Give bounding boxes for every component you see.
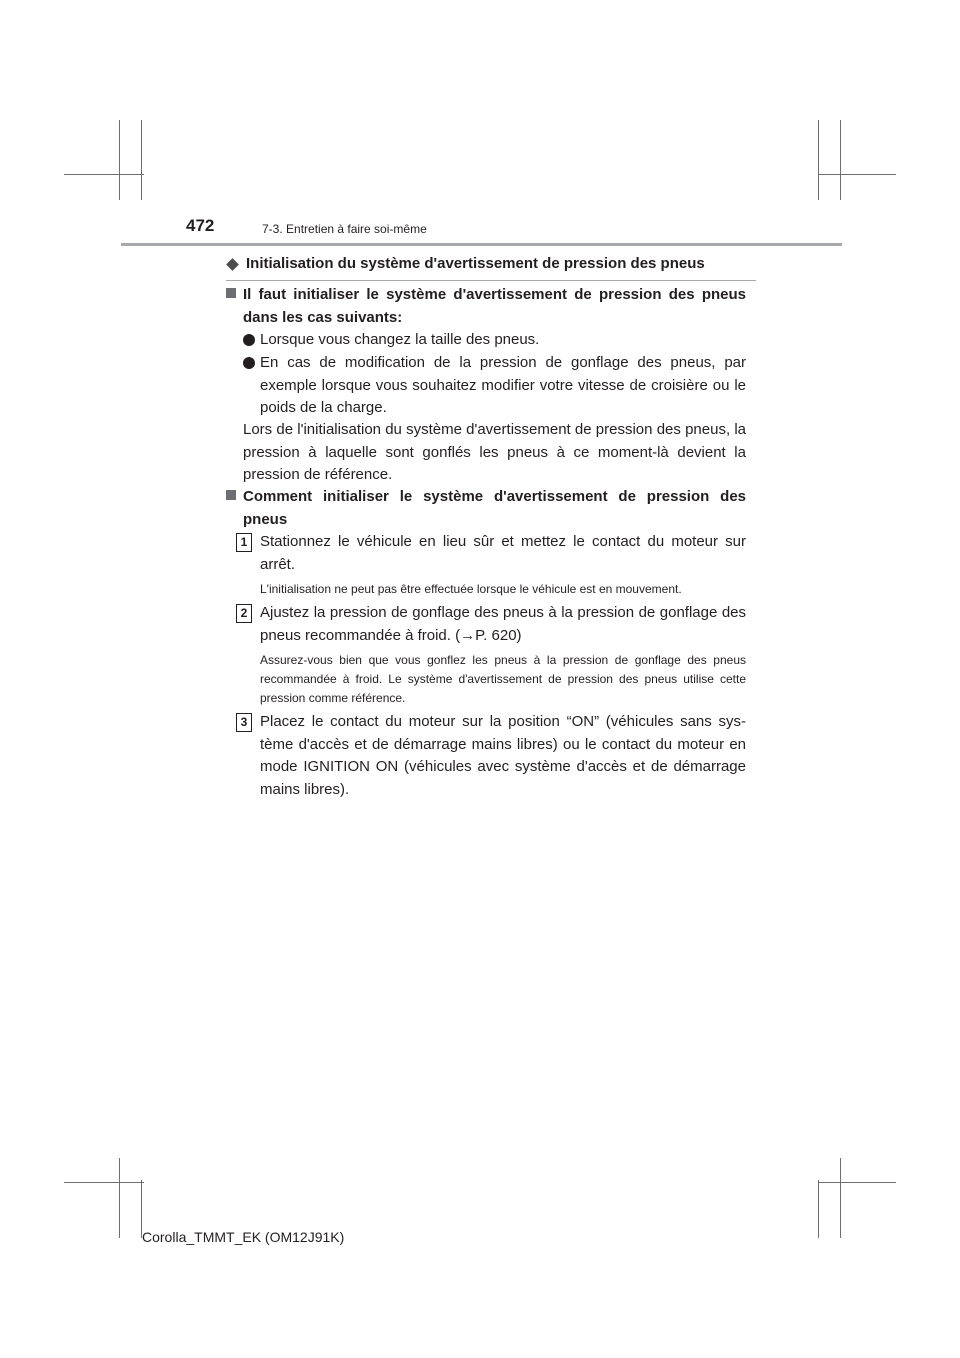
diamond-icon	[226, 258, 239, 271]
bullet-item	[243, 329, 746, 352]
page-number: 472	[186, 216, 215, 235]
bullet-dot-icon	[243, 357, 255, 369]
subsection-title-text: Initialisation du système d'avertissement de pression des pneus	[246, 255, 705, 272]
step-note-text: Assurez-vous bien que vous gonflez les pneus à la pression de gonflage des pneus recommandée à froid. Le système d'avertissement de pression des pneus utilise cette pression comme référence.	[260, 653, 746, 705]
step-note	[260, 580, 746, 599]
step-item	[260, 711, 746, 801]
step-item	[260, 531, 746, 576]
step-note-text: L'initialisation ne peut pas être effectuée lorsque le véhicule est en mouvement.	[260, 582, 682, 596]
crop-mark	[64, 1182, 144, 1183]
crop-mark	[818, 1182, 896, 1183]
reference-paragraph-text: Lors de l'initialisation du système d'avertissement de pression des pneus, la pression à laquelle sont gonflés les pneus à ce moment-là devient la pression de référence.	[243, 421, 746, 483]
how-to-init-heading	[226, 486, 746, 531]
section-header: 7-3. Entretien à faire soi-même	[262, 222, 427, 236]
bullet-text: Lorsque vous changez la taille des pneus.	[260, 331, 540, 348]
when-to-init-heading	[226, 284, 746, 329]
step-item	[260, 602, 746, 647]
crop-mark	[64, 174, 144, 175]
step-text: Stationnez le véhicule en lieu sûr et mettez le contact du moteur sur arrêt.	[260, 533, 746, 573]
subsection-title	[226, 254, 756, 281]
crop-mark	[818, 1180, 819, 1238]
header-rule	[121, 243, 842, 246]
crop-mark	[141, 120, 142, 200]
bullet-text: En cas de modification de la pression de gonflage des pneus, par exemple lorsque vous souhaitez modifier votre vitesse de croisière ou le poids de la charge.	[260, 354, 746, 416]
step-note	[260, 651, 746, 708]
reference-paragraph	[243, 419, 746, 487]
crop-mark	[840, 120, 841, 200]
crop-mark	[818, 120, 819, 200]
crop-mark	[119, 1158, 120, 1238]
subsection-rule	[226, 280, 756, 281]
square-bullet-icon	[226, 288, 236, 298]
step-number-badge: 2	[236, 604, 252, 623]
crop-mark	[840, 1158, 841, 1238]
step-text: Placez le contact du moteur sur la position “ON” (véhicules sans sys-tème d'accès et de démarrage mains libres) ou le contact du moteur en mode IGNITION ON (véhicules avec système d'accès et de démarrage mains libres).	[260, 713, 746, 798]
crop-mark	[119, 120, 120, 200]
step-number-badge: 1	[236, 533, 252, 552]
step-number-badge: 3	[236, 713, 252, 732]
when-to-init-heading-text: Il faut initialiser le système d'avertissement de pression des pneus dans les cas suivants:	[243, 286, 746, 326]
crop-mark	[818, 174, 896, 175]
bullet-item	[243, 352, 746, 420]
how-to-init-heading-text: Comment initialiser le système d'avertissement de pression des pneus	[243, 488, 746, 528]
bullet-dot-icon	[243, 334, 255, 346]
square-bullet-icon	[226, 490, 236, 500]
step-text: Ajustez la pression de gonflage des pneus à la pression de gonflage des pneus recommandée à froid. (→P. 620)	[260, 604, 746, 644]
footer-doc-id: Corolla_TMMT_EK (OM12J91K)	[142, 1229, 345, 1245]
